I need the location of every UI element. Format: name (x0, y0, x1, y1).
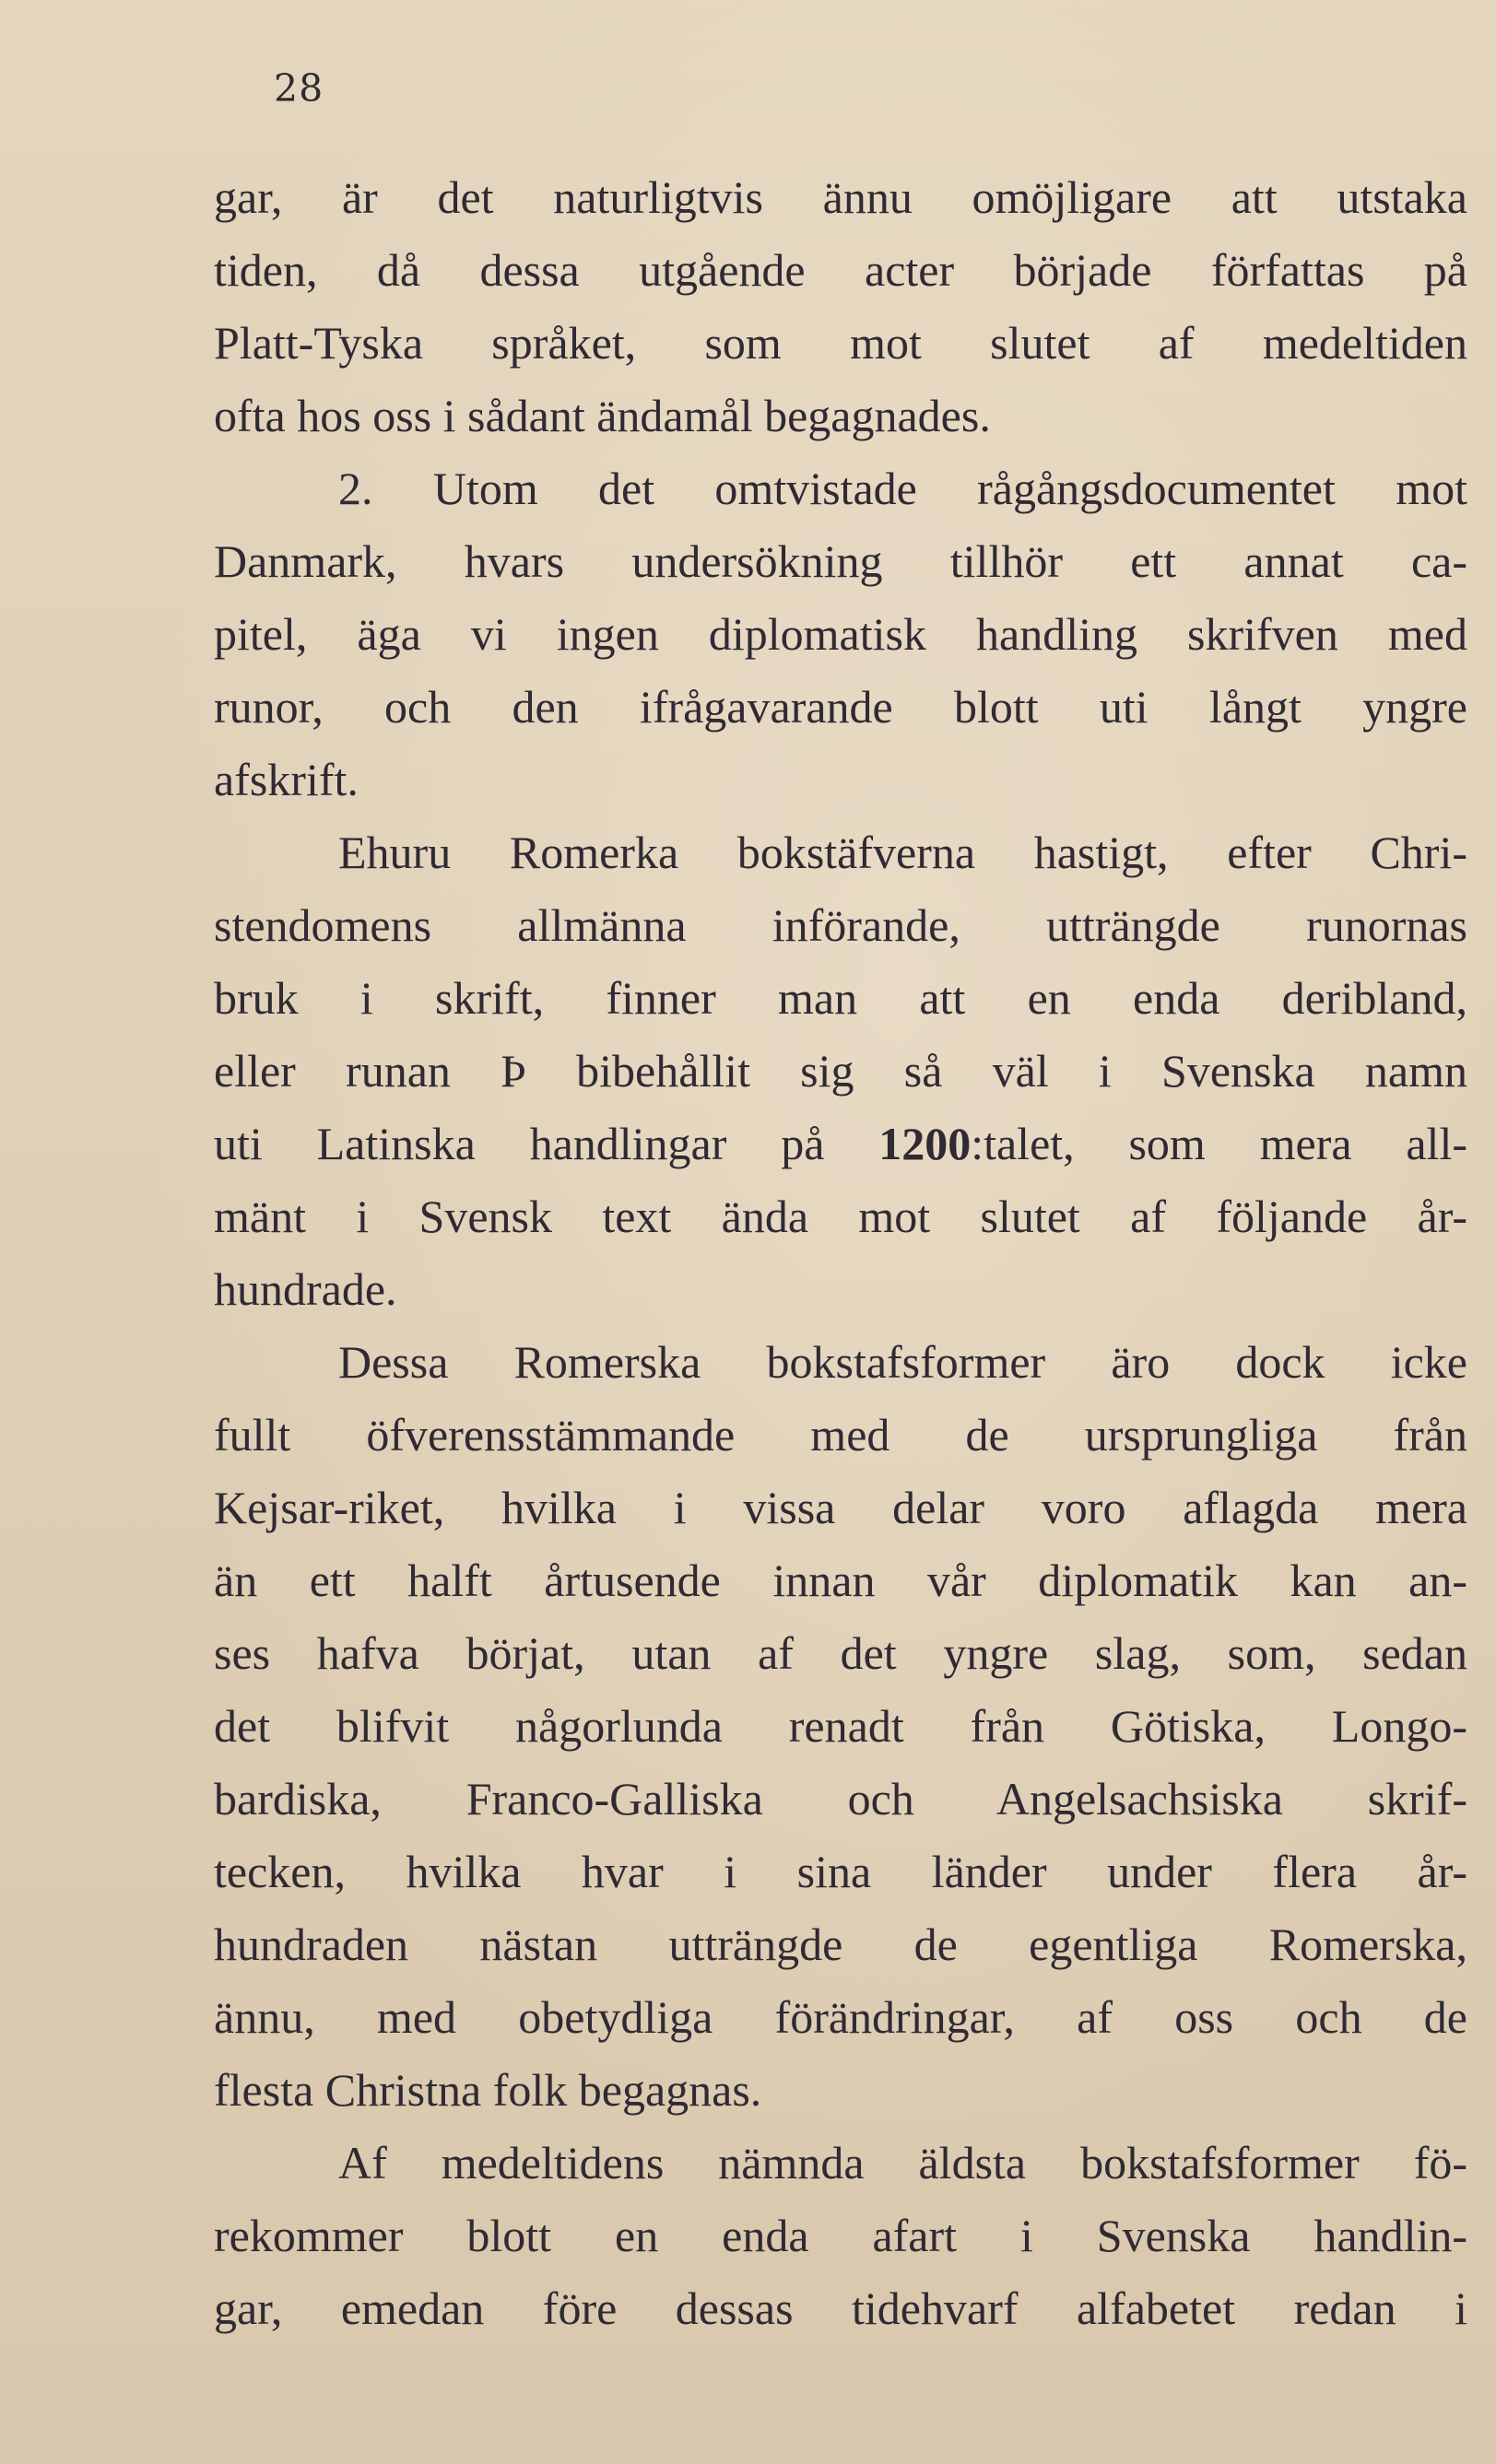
text-line: än ett halft årtusende innan vår diplomatik kan an- (214, 1555, 1467, 1606)
text-line: mänt i Svensk text ända mot slutet af följande år- (214, 1191, 1467, 1242)
text-line: gar, är det naturligtvis ännu omöjligare att utstaka (214, 171, 1467, 223)
text-line: 2. Utom det omtvistade rågångsdocumentet mot (338, 463, 1467, 514)
text-line: stendomens allmänna införande, utträngde runornas (214, 899, 1467, 951)
text-line: det blifvit någorlunda renadt från Götiska, Longo- (214, 1700, 1467, 1752)
text-line: hundrade. (214, 1263, 397, 1315)
text-line: bruk i skrift, finner man att en enda deribland, (214, 972, 1467, 1024)
text-line: Danmark, hvars undersökning tillhör ett annat ca- (214, 535, 1467, 587)
text-line: ses hafva börjat, utan af det yngre slag, som, sedan (214, 1627, 1467, 1679)
text-line: Af medeltidens nämnda äldsta bokstafsformer fö- (338, 2137, 1467, 2188)
page-number: 28 (274, 66, 324, 111)
text-line: Kejsar-riket, hvilka i vissa delar voro aflagda mera (214, 1482, 1467, 1533)
body-text (214, 161, 1467, 2345)
text-line: Ehuru Romerka bokstäfverna hastigt, efter Chri- (338, 827, 1467, 878)
text-segment: uti Latinska handlingar på (214, 1118, 879, 1169)
text-line: pitel, äga vi ingen diplomatisk handling skrifven med (214, 608, 1467, 660)
text-line: gar, emedan före dessas tidehvarf alfabetet redan i (214, 2282, 1467, 2334)
text-line: afskrift. (214, 754, 359, 805)
text-segment: :talet, som mera all- (971, 1118, 1467, 1169)
text-line: flesta Christna folk begagnas. (214, 2064, 762, 2116)
text-line: hundraden nästan utträngde de egentliga Romerska, (214, 1918, 1467, 1970)
text-line: ännu, med obetydliga förändringar, af oss och de (214, 1991, 1467, 2043)
text-line: fullt öfverensstämmande med de ursprungliga från (214, 1409, 1467, 1461)
text-line: tiden, då dessa utgående acter började författas på (214, 244, 1467, 296)
text-line: Dessa Romerska bokstafsformer äro dock icke (338, 1336, 1467, 1388)
text-line: rekommer blott en enda afart i Svenska handlin- (214, 2210, 1467, 2261)
text-line: runor, och den ifrågavarande blott uti långt yngre (214, 681, 1467, 733)
text-line: tecken, hvilka hvar i sina länder under flera år- (214, 1846, 1467, 1897)
text-line: bardiska, Franco-Galliska och Angelsachsiska skrif- (214, 1773, 1467, 1825)
year-numeral: 1200 (878, 1118, 972, 1169)
text-line: eller runan Þ bibehållit sig så väl i Svenska namn (214, 1045, 1467, 1097)
text-line (214, 1108, 1467, 1180)
text-line: Platt-Tyska språket, som mot slutet af medeltiden (214, 317, 1467, 369)
text-line: ofta hos oss i sådant ändamål begagnades. (214, 390, 991, 441)
